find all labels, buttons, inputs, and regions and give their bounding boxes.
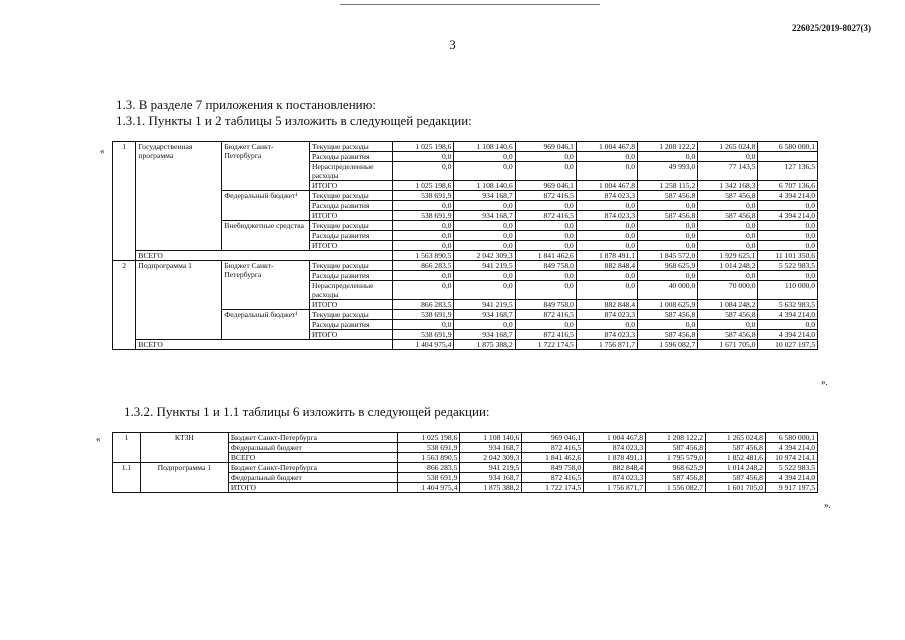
row-number-cell: 1	[113, 142, 136, 261]
expense-type-cell: Текущие расходы	[309, 221, 392, 231]
expense-type-cell: Расходы развития	[309, 152, 392, 162]
value-cell: 0,0	[393, 231, 454, 241]
value-cell: 0,0	[638, 152, 698, 162]
expense-type-cell: ИТОГО	[309, 211, 392, 221]
value-cell: 0,0	[698, 152, 758, 162]
value-cell: 0,0	[393, 162, 454, 181]
value-cell: 49 993,0	[638, 162, 698, 181]
expense-type-cell: Нераспределенные расходы	[309, 162, 392, 181]
funding-source-cell: ИТОГО	[228, 483, 398, 493]
value-cell: 872 416,5	[522, 473, 584, 483]
value-cell: 969 046,1	[522, 433, 584, 443]
value-cell: 110 000,0	[758, 281, 818, 300]
funding-source-cell: Бюджет Санкт-Петербурга	[228, 463, 398, 473]
value-cell: 1 258 115,2	[638, 181, 698, 191]
expense-type-cell: ИТОГО	[309, 300, 392, 310]
value-cell: 0,0	[454, 231, 515, 241]
value-cell: 0,0	[758, 231, 818, 241]
value-cell: 934 168,7	[460, 473, 522, 483]
funding-source-cell: Федеральный бюджет	[228, 443, 398, 453]
value-cell: 0,0	[454, 320, 515, 330]
total-value-cell: 11 101 350,6	[758, 251, 818, 261]
table-row	[113, 433, 818, 443]
value-cell: 587 456,8	[698, 330, 758, 340]
total-value-cell: 2 042 309,3	[454, 251, 515, 261]
value-cell: 941 219,5	[460, 463, 522, 473]
total-row	[113, 340, 818, 350]
value-cell: 70 000,0	[698, 281, 758, 300]
total-label-cell: ВСЕГО	[136, 251, 393, 261]
value-cell: 866 283,5	[398, 463, 460, 473]
table-row	[113, 142, 818, 152]
value-cell: 941 219,5	[454, 300, 515, 310]
value-cell: 0,0	[454, 162, 515, 181]
value-cell: 1 004 467,8	[576, 142, 637, 152]
value-cell: 0,0	[454, 271, 515, 281]
program-name-cell: КТЗН	[140, 433, 228, 463]
total-value-cell: 10 027 197,5	[758, 340, 818, 350]
value-cell: 587 456,8	[706, 443, 766, 453]
value-cell: 882 848,4	[576, 261, 637, 271]
total-label-cell: ВСЕГО	[136, 340, 393, 350]
funding-source-cell: Внебюджетные средства	[222, 221, 310, 251]
value-cell: 872 416,5	[515, 191, 576, 201]
value-cell: 0,0	[698, 271, 758, 281]
value-cell: 0,0	[515, 221, 576, 231]
expense-type-cell: Текущие расходы	[309, 310, 392, 320]
program-name-cell: Подпрограмма 1	[140, 463, 228, 493]
value-cell: 587 456,8	[698, 310, 758, 320]
value-cell: 538 691,9	[393, 211, 454, 221]
value-cell: 4 394 214,0	[758, 310, 818, 320]
value-cell: 0,0	[576, 152, 637, 162]
value-cell: 1 795 579,0	[646, 453, 706, 463]
value-cell: 1 208 122,2	[646, 433, 706, 443]
table-5	[112, 141, 818, 350]
value-cell: 587 456,8	[706, 473, 766, 483]
value-cell: 6 707 136,6	[758, 181, 818, 191]
value-cell: 1 025 198,6	[393, 181, 454, 191]
value-cell: 874 023,3	[576, 191, 637, 201]
value-cell: 934 168,7	[454, 310, 515, 320]
program-name-cell: Государственная программа	[136, 142, 222, 251]
document-number: 226025/2019-8027(3)	[792, 23, 871, 33]
value-cell: 0,0	[638, 271, 698, 281]
value-cell: 0,0	[638, 201, 698, 211]
value-cell: 872 416,5	[515, 211, 576, 221]
value-cell: 6 580 000,1	[765, 433, 817, 443]
value-cell: 1 722 174,5	[522, 483, 584, 493]
value-cell: 1 008 625,9	[638, 300, 698, 310]
value-cell: 0,0	[576, 241, 637, 251]
value-cell: 1 014 248,2	[698, 261, 758, 271]
value-cell: 934 168,7	[460, 443, 522, 453]
value-cell: 1 025 198,6	[398, 433, 460, 443]
value-cell: 1 108 140,6	[454, 142, 515, 152]
value-cell: 0,0	[698, 241, 758, 251]
value-cell: 1 108 140,6	[460, 433, 522, 443]
value-cell: 538 691,9	[398, 443, 460, 453]
value-cell	[758, 152, 818, 162]
value-cell: 1 878 491,1	[584, 453, 646, 463]
expense-type-cell: Нераспределенные расходы	[309, 281, 392, 300]
value-cell: 0,0	[393, 241, 454, 251]
value-cell: 5 522 983,5	[758, 261, 818, 271]
value-cell: 4 394 214,0	[758, 330, 818, 340]
value-cell: 0,0	[393, 221, 454, 231]
expense-type-cell: ИТОГО	[309, 181, 392, 191]
value-cell: 4 394 214,0	[765, 473, 817, 483]
value-cell: 0,0	[454, 221, 515, 231]
value-cell: 849 758,0	[515, 300, 576, 310]
value-cell: 866 283,5	[393, 300, 454, 310]
value-cell: 0,0	[393, 320, 454, 330]
value-cell: 0,0	[515, 231, 576, 241]
funding-source-cell: Федеральный бюджет	[228, 473, 398, 483]
value-cell: 1 004 467,8	[584, 433, 646, 443]
total-value-cell: 1 722 174,5	[515, 340, 576, 350]
value-cell: 5 522 983,5	[765, 463, 817, 473]
value-cell: 968 625,9	[646, 463, 706, 473]
value-cell: 0,0	[576, 231, 637, 241]
value-cell: 969 046,1	[515, 142, 576, 152]
value-cell: 40 000,0	[638, 281, 698, 300]
value-cell: 1 084 248,2	[698, 300, 758, 310]
value-cell: 849 758,0	[522, 463, 584, 473]
funding-source-cell: Бюджет Санкт-Петербурга	[228, 433, 398, 443]
value-cell: 587 456,8	[638, 330, 698, 340]
value-cell: 0,0	[638, 231, 698, 241]
value-cell: 587 456,8	[638, 310, 698, 320]
value-cell: 587 456,8	[698, 211, 758, 221]
value-cell: 587 456,8	[638, 191, 698, 201]
value-cell: 1 208 122,2	[638, 142, 698, 152]
table-row	[113, 463, 818, 473]
value-cell: 0,0	[393, 271, 454, 281]
value-cell: 4 394 214,0	[758, 211, 818, 221]
value-cell: 0,0	[515, 152, 576, 162]
value-cell: 10 974 214,1	[765, 453, 817, 463]
value-cell: 0,0	[758, 320, 818, 330]
total-value-cell: 1 671 705,0	[698, 340, 758, 350]
value-cell: 849 758,0	[515, 261, 576, 271]
value-cell: 874 023,3	[584, 473, 646, 483]
value-cell: 0,0	[393, 201, 454, 211]
value-cell: 969 046,1	[515, 181, 576, 191]
value-cell: 872 416,5	[515, 310, 576, 320]
value-cell: 0,0	[454, 281, 515, 300]
quote-close-mark-2: ».	[824, 500, 831, 510]
value-cell: 1 875 388,2	[460, 483, 522, 493]
top-rule	[340, 4, 600, 5]
program-name-cell: Подпрограмма 1	[136, 261, 222, 340]
expense-type-cell: Расходы развития	[309, 201, 392, 211]
expense-type-cell: Текущие расходы	[309, 261, 392, 271]
paragraph-1-3-1: 1.3.1. Пункты 1 и 2 таблицы 5 изложить в следующей редакции:	[116, 113, 472, 128]
value-cell: 0,0	[698, 221, 758, 231]
total-value-cell: 1 929 625,1	[698, 251, 758, 261]
value-cell: 1 404 975,4	[398, 483, 460, 493]
value-cell: 0,0	[576, 162, 637, 181]
value-cell: 538 691,9	[393, 330, 454, 340]
value-cell: 874 023,3	[576, 310, 637, 320]
value-cell: 0,0	[515, 281, 576, 300]
value-cell: 0,0	[454, 152, 515, 162]
value-cell: 934 168,7	[454, 211, 515, 221]
value-cell: 587 456,8	[646, 473, 706, 483]
value-cell: 0,0	[758, 271, 818, 281]
value-cell: 934 168,7	[454, 191, 515, 201]
value-cell: 1 004 467,8	[576, 181, 637, 191]
expense-type-cell: Расходы развития	[309, 231, 392, 241]
value-cell: 6 580 000,1	[758, 142, 818, 152]
total-row	[113, 251, 818, 261]
value-cell: 9 917 197,5	[765, 483, 817, 493]
value-cell: 0,0	[515, 320, 576, 330]
paragraph-1-3: 1.3. В разделе 7 приложения к постановлению:	[116, 97, 376, 112]
value-cell: 1 025 198,6	[393, 142, 454, 152]
total-value-cell: 1 563 890,5	[393, 251, 454, 261]
value-cell: 0,0	[698, 201, 758, 211]
value-cell: 872 416,5	[522, 443, 584, 453]
quote-open-mark-2: «	[96, 434, 101, 444]
value-cell: 1 342 168,3	[698, 181, 758, 191]
value-cell: 866 283,5	[393, 261, 454, 271]
value-cell: 0,0	[515, 271, 576, 281]
value-cell: 0,0	[393, 152, 454, 162]
value-cell: 77 143,5	[698, 162, 758, 181]
value-cell: 872 416,5	[515, 330, 576, 340]
quote-close-mark: ».	[821, 377, 828, 387]
value-cell: 0,0	[393, 281, 454, 300]
value-cell: 0,0	[576, 320, 637, 330]
total-value-cell: 1 596 082,7	[638, 340, 698, 350]
value-cell: 0,0	[515, 201, 576, 211]
value-cell: 0,0	[758, 221, 818, 231]
row-number-cell: 1	[113, 433, 141, 463]
value-cell: 874 023,3	[584, 443, 646, 453]
funding-source-cell: Бюджет Санкт-Петербурга	[222, 261, 310, 310]
value-cell: 538 691,9	[393, 191, 454, 201]
table-row	[113, 261, 818, 271]
value-cell: 1 265 024,8	[698, 142, 758, 152]
value-cell: 0,0	[576, 221, 637, 231]
value-cell: 587 456,8	[646, 443, 706, 453]
paragraph-1-3-2: 1.3.2. Пункты 1 и 1.1 таблицы 6 изложить в следующей редакции:	[124, 404, 490, 419]
funding-source-cell: Федеральный бюджет¹	[222, 191, 310, 221]
value-cell: 0,0	[698, 231, 758, 241]
value-cell: 538 691,9	[393, 310, 454, 320]
value-cell: 0,0	[758, 241, 818, 251]
value-cell: 2 042 309,3	[460, 453, 522, 463]
value-cell: 538 691,9	[398, 473, 460, 483]
expense-type-cell: Текущие расходы	[309, 191, 392, 201]
row-number-cell: 2	[113, 261, 136, 350]
funding-source-cell: Бюджет Санкт-Петербурга	[222, 142, 310, 191]
value-cell: 934 168,7	[454, 330, 515, 340]
quote-open-mark: «	[100, 146, 105, 156]
value-cell: 1 563 890,5	[398, 453, 460, 463]
value-cell: 0,0	[638, 221, 698, 231]
value-cell: 1 556 082,7	[646, 483, 706, 493]
value-cell: 0,0	[515, 241, 576, 251]
table-6	[112, 432, 818, 493]
value-cell: 0,0	[638, 320, 698, 330]
value-cell: 1 265 024,8	[706, 433, 766, 443]
value-cell: 1 601 705,0	[706, 483, 766, 493]
value-cell: 0,0	[576, 201, 637, 211]
funding-source-cell: ВСЕГО	[228, 453, 398, 463]
value-cell: 1 756 871,7	[584, 483, 646, 493]
total-value-cell: 1 878 491,1	[576, 251, 637, 261]
value-cell: 5 632 983,5	[758, 300, 818, 310]
value-cell: 0,0	[576, 271, 637, 281]
value-cell: 968 625,9	[638, 261, 698, 271]
value-cell: 0,0	[698, 320, 758, 330]
total-value-cell: 1 845 572,0	[638, 251, 698, 261]
total-value-cell: 1 756 871,7	[576, 340, 637, 350]
value-cell: 4 394 214,0	[765, 443, 817, 453]
page-number: 3	[449, 37, 456, 52]
funding-source-cell: Федеральный бюджет¹	[222, 310, 310, 340]
value-cell: 1 014 248,2	[706, 463, 766, 473]
value-cell: 941 219,5	[454, 261, 515, 271]
total-value-cell: 1 841 462,6	[515, 251, 576, 261]
expense-type-cell: ИТОГО	[309, 330, 392, 340]
value-cell: 882 848,4	[576, 300, 637, 310]
value-cell: 587 456,8	[638, 211, 698, 221]
total-value-cell: 1 404 975,4	[393, 340, 454, 350]
value-cell: 4 394 214,0	[758, 191, 818, 201]
row-number-cell: 1.1	[113, 463, 141, 493]
value-cell: 882 848,4	[584, 463, 646, 473]
expense-type-cell: Расходы развития	[309, 271, 392, 281]
expense-type-cell: Расходы развития	[309, 320, 392, 330]
value-cell: 874 023,3	[576, 330, 637, 340]
value-cell: 874 023,3	[576, 211, 637, 221]
total-value-cell: 1 875 388,2	[454, 340, 515, 350]
value-cell: 0,0	[576, 281, 637, 300]
value-cell: 0,0	[758, 201, 818, 211]
value-cell: 127 136,5	[758, 162, 818, 181]
value-cell: 0,0	[454, 201, 515, 211]
value-cell: 0,0	[638, 241, 698, 251]
expense-type-cell: Текущие расходы	[309, 142, 392, 152]
value-cell: 1 841 462,6	[522, 453, 584, 463]
value-cell: 0,0	[515, 162, 576, 181]
expense-type-cell: ИТОГО	[309, 241, 392, 251]
value-cell: 0,0	[454, 241, 515, 251]
value-cell: 587 456,8	[698, 191, 758, 201]
value-cell: 1 852 481,6	[706, 453, 766, 463]
value-cell: 1 108 140,6	[454, 181, 515, 191]
